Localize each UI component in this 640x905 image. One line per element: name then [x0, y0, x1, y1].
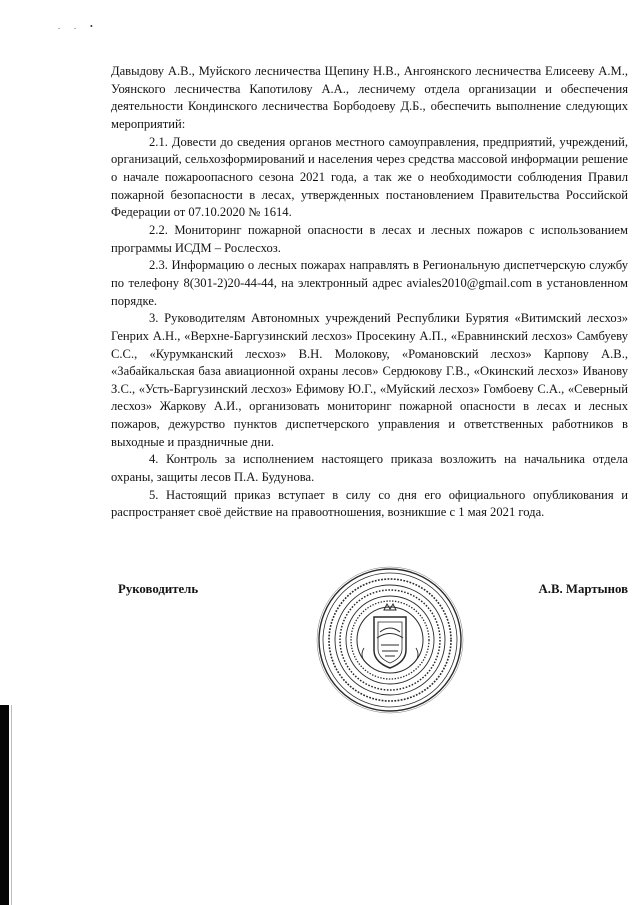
document-body: [111, 63, 628, 522]
scan-edge-line: [11, 705, 12, 905]
paragraph-intro: Давыдову А.В., Муйского лесничества Щепину Н.В., Ангоянского лесничества Елисееву А.М., Уоянского лесничества Капотилову А.А., лесничему отдела организации и обеспечения деятельности Кондинского лесничества Борбодоеву Д.Б., обеспечить выполнение следующих мероприятий:: [111, 64, 628, 131]
paragraph-4: 4. Контроль за исполнением настоящего приказа возложить на начальника отдела охраны, защиты лесов П.А. Будунова.: [111, 452, 628, 485]
official-seal-stamp: [314, 566, 466, 714]
paragraph-2-3: 2.3. Информацию о лесных пожарах направлять в Региональную диспетчерскую службу по телефону 8(301-2)20-44-44, на электронный адрес aviales2010@gmail.com в установленном порядке.: [111, 258, 628, 308]
paragraph-5: 5. Настоящий приказ вступает в силу со дня его официального опубликования и распространяет своё действие на правоотношения, возникшие с 1 мая 2021 года.: [111, 487, 628, 520]
signature-title: Руководитель: [118, 582, 199, 596]
paragraph-2-2: 2.2. Мониторинг пожарной опасности в лесах и лесных пожаров с использованием программы ИСДМ – Рослесхоз.: [111, 222, 628, 255]
scan-marks: . . •: [58, 22, 99, 31]
scan-shadow-bar: [0, 705, 9, 905]
signatory-name: А.В. Мартынов: [538, 582, 628, 596]
paragraph-2-1: 2.1. Довести до сведения органов местного самоуправления, предприятий, учреждений, организаций, сельхозформирований и населения через средства массовой информации решение о начале пожароопасного сезона 2021 года, а так же о необходимости соблюдения Правил пожарной безопасности в лесах, утвержденных постановлением Правительства Российской Федерации от 07.10.2020 № 1614.: [111, 134, 628, 220]
paragraph-3: 3. Руководителям Автономных учреждений Республики Бурятия «Витимский лесхоз» Генрих А.Н., «Верхне-Баргузинский лесхоз» Просекину А.П., «Еравнинский лесхоз» Самбуеву С.С., «Курумканский лесхоз» В.Н. Молокову, «Романовский лесхоз» Карпову А.В., «Забайкальская база авиационной охраны лесов» Сердюкову Г.В., «Окинский лесхоз» Иванову З.С., «Усть-Баргузинский лесхоз» Ефимову Ю.Г., «Муйский лесхоз» Гомбоеву С.А., «Северный лесхоз» Жаркову А.И., организовать мониторинг пожарной опасности в лесах и лесных пожаров, дежурство пунктов диспетчерского управления и ответственных работников в выходные и праздничные дни.: [111, 311, 628, 449]
